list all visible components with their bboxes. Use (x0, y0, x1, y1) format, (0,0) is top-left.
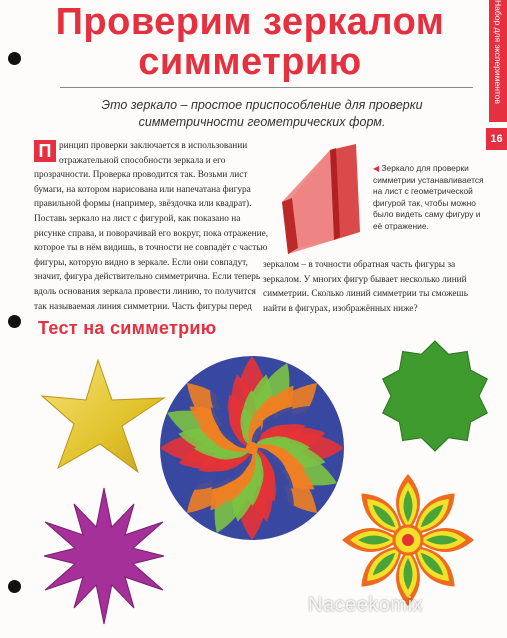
page-title (40, 2, 460, 82)
title-divider (60, 87, 473, 88)
mirror-icon (272, 140, 372, 255)
section-title: Тест на симметрию (38, 318, 217, 338)
binder-hole (8, 52, 21, 65)
rosette-icon (158, 354, 346, 542)
caption-text: Зеркало для проверки симметрии устанавливается на лист с геометрической фигурой так, чтобы можно было видеть саму фигуру и её отражение. (373, 163, 484, 231)
body-text-right: зеркалом – в точности обратная часть фигуры за зеркалом. У многих фигур бывает несколько линий симметрии. Сколько линий симметрии ты сможешь найти в фигурах, изображённых ниже? (263, 260, 468, 314)
body-paragraph: ринцип проверки заключается в использовании отражательной способности зеркала и его прозрачности. Проверка проводится так. Возьми лист бумаги, на котором нарисована или напечатана фигура правильной формы (например, звёздочка или квадрат). Поставь зеркало на лист с фигурой, как показано на рисунке справа, и поворачивай его вокруг, пока отражение, которое ты в нём видишь, в точности не совпадёт с частью фигуры, которую видно в зеркале. Если они совпадут, значит, фигура действительно симметрична. Если теперь вдоль основания зеркала провести линию, то получится так называемая линия симметрии. Часть фигуры перед (34, 141, 269, 312)
mirror-caption (373, 163, 491, 232)
body-text-left (34, 139, 270, 314)
title-line-2: симметрию (138, 41, 362, 83)
page-number: 16 (486, 128, 507, 150)
flower-icon (338, 470, 478, 610)
dropcap: П (34, 140, 56, 162)
binder-hole (8, 580, 21, 593)
burst-icon (40, 484, 170, 626)
star-icon (40, 358, 170, 476)
binder-hole (8, 315, 21, 328)
watermark: Naceekomix (308, 594, 424, 616)
title-line-1: Проверим зеркалом (55, 1, 445, 43)
sidebar-label: Набор для экспериментов (493, 0, 503, 104)
badge-icon (380, 336, 490, 456)
caption-arrow-icon: ◀ (373, 164, 380, 173)
subtitle: Это зеркало – простое приспособление для проверки симметричности геометрических форм. (101, 98, 423, 129)
